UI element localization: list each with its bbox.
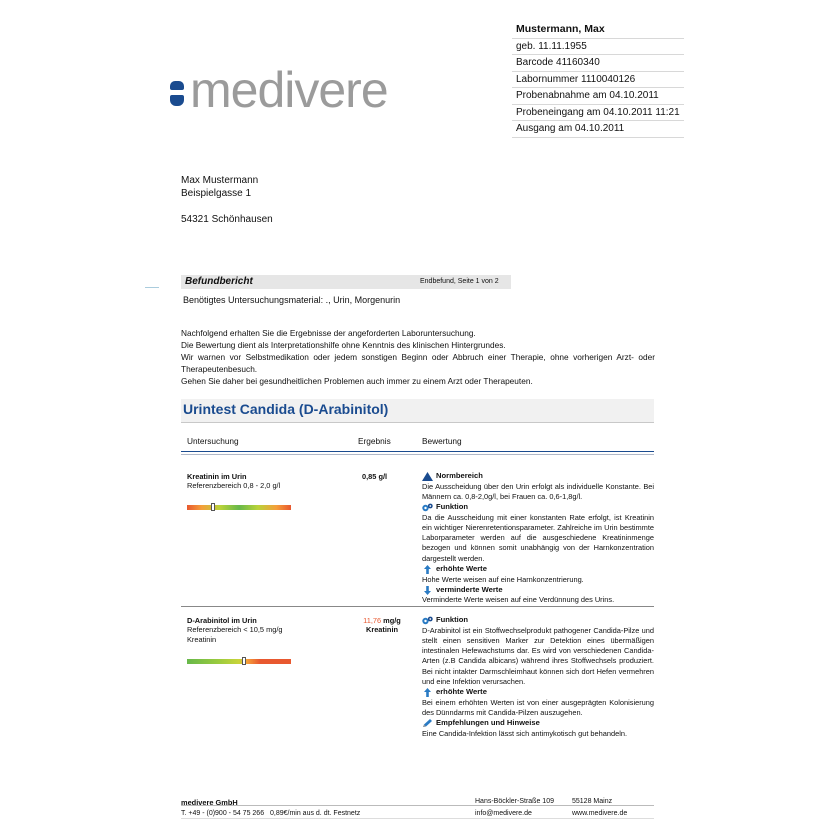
footer-street: Hans-Böckler-Straße 109 <box>475 798 554 805</box>
footer-divider <box>181 805 654 806</box>
address-city: 54321 Schönhausen <box>181 214 273 225</box>
section-title: Urintest Candida (D-Arabinitol) <box>183 401 389 417</box>
eval-heading-text: Funktion <box>436 502 469 512</box>
test-name: D-Arabinitol im Urin <box>187 616 257 625</box>
patient-name: Mustermann, Max <box>512 22 684 39</box>
footer-website[interactable]: www.medivere.de <box>572 810 628 817</box>
recipient-address <box>181 174 273 226</box>
gears-icon <box>422 503 433 512</box>
table-row <box>187 616 283 646</box>
eval-heading-text: erhöhte Werte <box>436 687 487 697</box>
column-header-result: Ergebnis <box>358 436 391 446</box>
report-page-info: Endbefund, Seite 1 von 2 <box>420 278 499 285</box>
test-name: Kreatinin im Urin <box>187 472 247 481</box>
footer-company: medivere GmbH <box>181 798 238 807</box>
footer-email[interactable]: info@medivere.de <box>475 810 532 817</box>
eval-heading-text: erhöhte Werte <box>436 564 487 574</box>
eval-heading <box>422 585 654 596</box>
eval-text: Da die Ausscheidung mit einer konstanten Rate erfolgt, ist Kreatinin ein wichtiger Nierenretentionsparameter. Zahlreiche im Urin bestimmte Laborparameter werden auf die ausgeschiedene Kreatininmenge bezogen und können somit unabhängig von der Harnkonzentration dargestellt werden. <box>422 512 654 563</box>
report-title: Befundbericht <box>185 276 253 287</box>
patient-barcode: Barcode 41160340 <box>512 55 684 72</box>
test-result: 0,85 g/l <box>362 472 388 481</box>
eval-text: Eine Candida-Infektion lässt sich antimykotisch gut behandeln. <box>422 728 628 738</box>
test-evaluation <box>422 471 654 606</box>
arrow-down-icon <box>422 586 433 595</box>
eval-heading <box>422 502 654 513</box>
logo-wordmark: medivere <box>190 62 388 118</box>
patient-info <box>512 22 684 138</box>
test-result <box>352 616 412 634</box>
logo-mark-icon <box>170 81 184 106</box>
patient-labnumber: Labornummer 1110040126 <box>512 72 684 89</box>
gears-icon <box>422 616 433 625</box>
result-value-flagged: 11,76 <box>363 616 382 625</box>
report-material: Benötigtes Untersuchungsmaterial: ., Urin, Morgenurin <box>183 295 401 305</box>
fold-mark <box>145 287 159 288</box>
intro-line: Wir warnen vor Selbstmedikation oder jedem sonstigen Beginn oder Abbruch einer Therapie, ohne vorherigen Arzt- oder Therapeutenbesuch. <box>181 352 655 374</box>
address-street: Beispielgasse 1 <box>181 188 252 199</box>
footer-phone-note: 0,89€/min aus d. dt. Festnetz <box>270 810 361 817</box>
eval-text: Verminderte Werte weisen auf eine Verdünnung des Urins. <box>422 595 615 605</box>
test-reference-unit: Kreatinin <box>187 635 217 645</box>
eval-heading <box>422 615 654 626</box>
column-header-test: Untersuchung <box>187 436 239 446</box>
test-evaluation <box>422 615 654 739</box>
intro-line: Gehen Sie daher bei gesundheitlichen Problemen auch immer zu einem Arzt oder Therapeuten. <box>181 376 533 386</box>
eval-heading-text: verminderte Werte <box>436 584 503 594</box>
triangle-up-icon <box>422 472 433 481</box>
address-name: Max Mustermann <box>181 175 259 186</box>
footer-divider <box>181 818 654 819</box>
eval-heading <box>422 564 654 575</box>
test-reference: Referenzbereich < 10,5 mg/g <box>187 625 283 634</box>
eval-text: Bei einem erhöhten Werten ist von einer ausgeprägten Kolonisierung des Dünndarms mit Candida-Pilzen auszugehen. <box>422 697 654 718</box>
table-row <box>187 472 280 491</box>
test-reference: Referenzbereich 0,8 - 2,0 g/l <box>187 481 281 490</box>
eval-heading-text: Funktion <box>436 615 469 624</box>
eval-heading-text: Normbereich <box>436 471 483 480</box>
arrow-up-icon <box>422 688 433 697</box>
eval-heading <box>422 687 654 698</box>
gauge-marker <box>211 503 215 511</box>
footer-phone: T. +49 - (0)900 - 54 75 266 <box>181 810 265 817</box>
footer-city: 55128 Mainz <box>572 798 613 805</box>
eval-heading <box>422 718 654 729</box>
patient-sampling: Probenabnahme am 04.10.2011 <box>512 88 684 105</box>
column-header-evaluation: Bewertung <box>422 436 462 446</box>
range-gauge <box>187 659 291 664</box>
result-unit-2: Kreatinin <box>365 625 399 634</box>
intro-line: Nachfolgend erhalten Sie die Ergebnisse der angeforderten Laboruntersuchung. <box>181 328 476 338</box>
intro-text <box>181 327 655 387</box>
table-header-line <box>181 454 654 455</box>
section-divider <box>181 422 654 423</box>
company-logo <box>170 62 388 118</box>
eval-heading-text: Empfehlungen und Hinweise <box>436 718 540 728</box>
pencil-icon <box>422 719 433 728</box>
table-header-line <box>181 451 654 452</box>
range-gauge <box>187 505 291 510</box>
patient-received: Probeneingang am 04.10.2011 11:21 <box>512 105 684 122</box>
eval-text: Die Ausscheidung über den Urin erfolgt als individuelle Konstante. Bei Männern ca. 0,8-2,0g/l, bei Frauen ca. 0,6-1,8g/l. <box>422 481 654 501</box>
eval-heading <box>422 471 654 482</box>
eval-text: Hohe Werte weisen auf eine Harnkonzentrierung. <box>422 574 584 584</box>
arrow-up-icon <box>422 565 433 574</box>
patient-output: Ausgang am 04.10.2011 <box>512 121 684 138</box>
gauge-marker <box>242 657 246 665</box>
eval-text: D-Arabinitol ist ein Stoffwechselprodukt pathogener Candida-Pilze und stellt einen sensitiven Marker zur Detektion eines übermäßigen intestinalen Hefewachstums dar. Es wird von verschiedenen Candida-Arten (z.B Candida albicans) während ihres Stoffwechsels produziert. Bei nicht intakter Darmschleimhaut können sich dort Hefen vermehren und eine Infektion verursachen. <box>422 625 654 686</box>
intro-line: Die Bewertung dient als Interpretationshilfe ohne Kenntnis des klinischen Hintergrundes. <box>181 340 506 350</box>
patient-birth: geb. 11.11.1955 <box>512 39 684 56</box>
row-divider <box>181 606 654 607</box>
result-unit: mg/g <box>383 616 401 625</box>
